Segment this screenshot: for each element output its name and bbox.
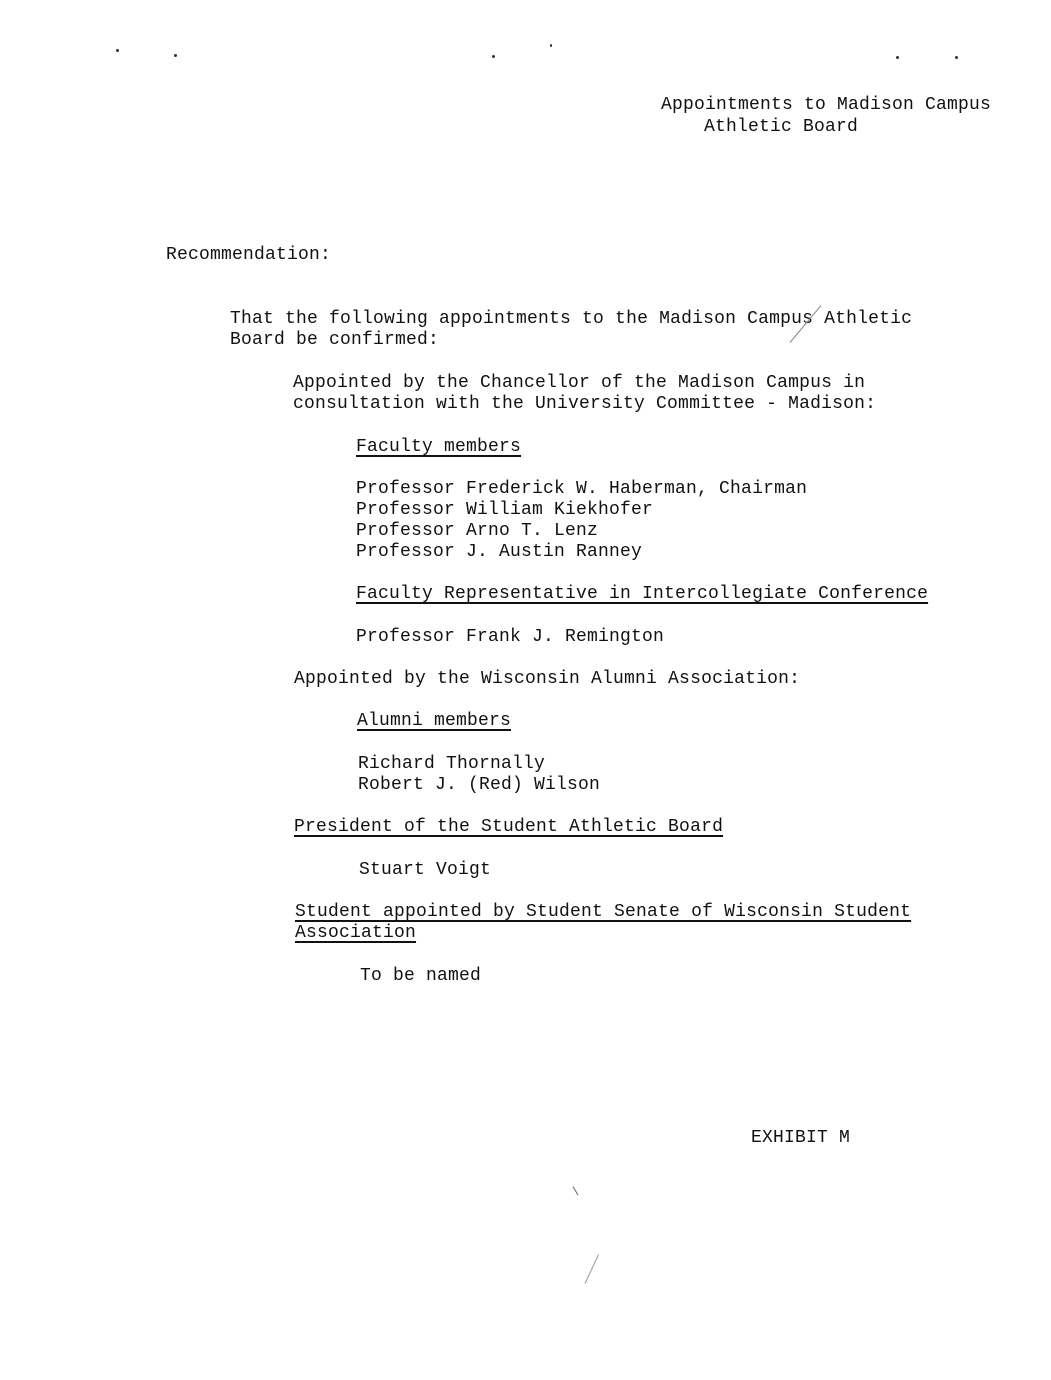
intro-line-1: That the following appointments to the Madison Campus Athletic [230,309,913,329]
exhibit-label: EXHIBIT M [751,1128,851,1148]
alumni-appointed-by: Appointed by the Wisconsin Alumni Association: [294,669,801,689]
student-senate-heading-line-2: Association [295,923,417,943]
recommendation-label: Recommendation: [166,245,332,265]
document-title-line-2: Athletic Board [704,117,859,137]
alumni-member: Robert J. (Red) Wilson [358,775,601,795]
faculty-member: Professor J. Austin Ranney [356,542,643,562]
student-board-heading: President of the Student Athletic Board [294,817,724,837]
faculty-representative-heading: Faculty Representative in Intercollegiate Conference [356,584,929,604]
faculty-member: Professor Frederick W. Haberman, Chairman [356,479,808,499]
scan-speck [492,55,495,58]
scan-speck [955,56,958,59]
faculty-members-heading: Faculty members [356,437,522,457]
pen-mark [585,1254,599,1283]
chancellor-line-2: consultation with the University Committee - Madison: [293,394,877,414]
scan-speck [174,54,177,57]
scan-speck [550,44,552,47]
pen-mark [573,1186,579,1195]
faculty-member: Professor Arno T. Lenz [356,521,599,541]
scan-speck [116,49,119,52]
alumni-member: Richard Thornally [358,754,546,774]
chancellor-line-1: Appointed by the Chancellor of the Madison Campus in [293,373,866,393]
student-board-president: Stuart Voigt [359,860,492,880]
alumni-members-heading: Alumni members [357,711,512,731]
student-senate-appointee: To be named [360,966,482,986]
faculty-member: Professor William Kiekhofer [356,500,654,520]
faculty-representative-name: Professor Frank J. Remington [356,627,665,647]
scan-speck [896,56,899,59]
student-senate-heading-line-1: Student appointed by Student Senate of Wisconsin Student [295,902,912,922]
document-title-line-1: Appointments to Madison Campus [661,95,992,115]
intro-line-2: Board be confirmed: [230,330,440,350]
